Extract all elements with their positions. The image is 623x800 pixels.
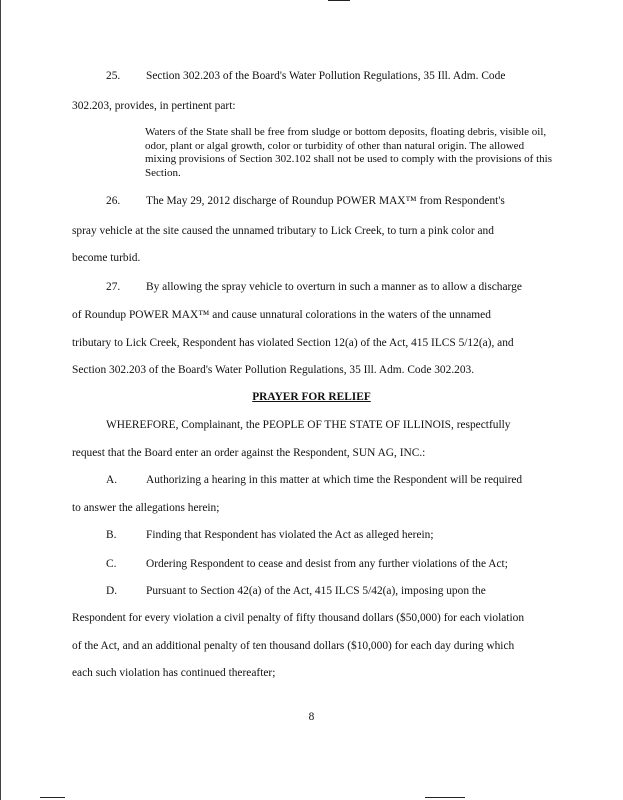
paragraph-25-line-2: 302.203, provides, in pertinent part:: [72, 100, 236, 112]
prayer-line-2: request that the Board enter an order against the Respondent, SUN AG, INC.:: [72, 447, 426, 459]
page-number: 8: [308, 711, 315, 723]
paragraph-26-line-1: [106, 194, 505, 208]
block-quote: Waters of the State shall be free from sludge or bottom deposits, floating debris, visible oil, odor, plant or algal growth, color or turbidity of other than natural origin. The allowed mixing provisions of Section 302.102 shall not be used to comply with the provisions of this Section.: [145, 126, 552, 179]
prayer-line-1: WHEREFORE, Complainant, the PEOPLE OF THE STATE OF ILLINOIS, respectfully: [106, 419, 511, 431]
paragraph-27-line-4: Section 302.203 of the Board's Water Pollution Regulations, 35 Ill. Adm. Code 302.203.: [72, 364, 475, 376]
paragraph-27-line-1: [106, 280, 522, 294]
item-c-text-1: Ordering Respondent to cease and desist from any further violations of the Act;: [146, 558, 508, 570]
paragraph-number-27: 27.: [106, 281, 121, 293]
item-a-text-1: Authorizing a hearing in this matter at which time the Respondent will be required: [146, 474, 523, 486]
scan-mark-top: [328, 0, 350, 1]
paragraph-25-line-1: [106, 69, 505, 83]
item-d-letter: D.: [106, 585, 118, 597]
paragraph-27-line-3: tributary to Lick Creek, Respondent has violated Section 12(a) of the Act, 415 ILCS 5/12(a), and: [72, 337, 514, 349]
item-b-text-1: Finding that Respondent has violated the Act as alleged herein;: [146, 529, 434, 541]
item-d-line-1: [106, 584, 486, 598]
item-d-line-4: each such violation has continued thereafter;: [72, 667, 276, 679]
item-b-letter: B.: [106, 529, 117, 541]
item-b-line-1: [106, 528, 434, 542]
paragraph-25-text-1: Section 302.203 of the Board's Water Pollution Regulations, 35 Ill. Adm. Code: [146, 70, 506, 82]
item-d-line-3: of the Act, and an additional penalty of ten thousand dollars ($10,000) for each day during which: [72, 640, 515, 652]
paragraph-27-line-2: of Roundup POWER MAX™ and cause unnatural colorations in the waters of the unnamed: [72, 309, 491, 321]
item-a-line-2: to answer the allegations herein;: [72, 502, 220, 514]
paragraph-27-text-1: By allowing the spray vehicle to overturn in such a manner as to allow a discharge: [146, 281, 522, 293]
paragraph-number-25: 25.: [106, 70, 121, 82]
prayer-heading: PRAYER FOR RELIEF: [252, 391, 371, 403]
item-c-letter: C.: [106, 558, 117, 570]
item-c-line-1: [106, 557, 508, 571]
item-d-text-1: Pursuant to Section 42(a) of the Act, 415 ILCS 5/42(a), imposing upon the: [146, 585, 486, 597]
paragraph-26-text-1: The May 29, 2012 discharge of Roundup POWER MAX™ from Respondent's: [146, 195, 505, 207]
paragraph-26-line-2: spray vehicle at the site caused the unnamed tributary to Lick Creek, to turn a pink color and: [72, 225, 494, 237]
paragraph-26-line-3: become turbid.: [72, 252, 141, 264]
item-a-line-1: [106, 473, 522, 487]
item-a-letter: A.: [106, 474, 118, 486]
item-d-line-2: Respondent for every violation a civil penalty of fifty thousand dollars ($50,000) for each violation: [72, 612, 525, 624]
paragraph-number-26: 26.: [106, 195, 121, 207]
scan-mark-bottom-right: [425, 797, 465, 798]
scan-mark-bottom-left: [40, 797, 65, 798]
